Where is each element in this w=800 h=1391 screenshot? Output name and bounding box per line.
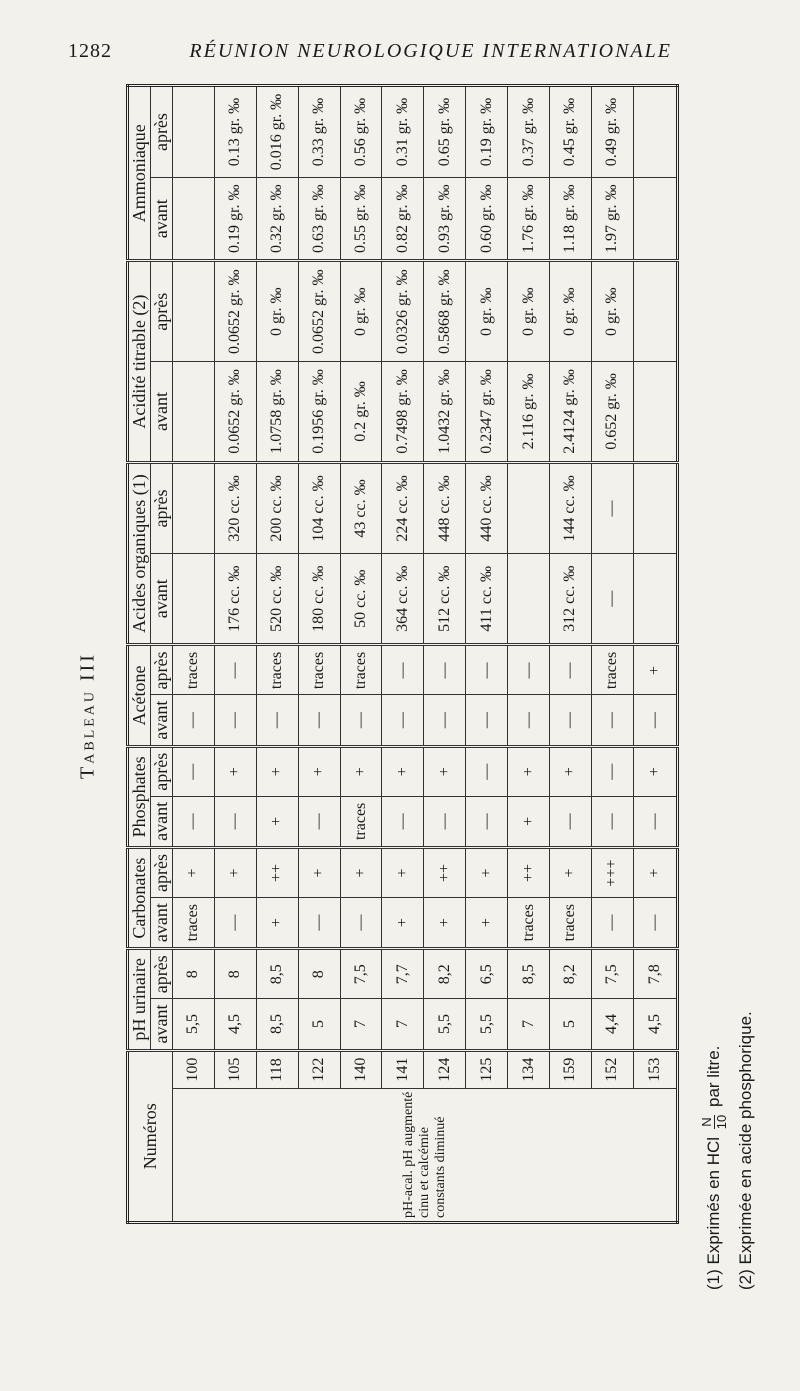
cell-phos-av: — — [298, 796, 340, 847]
sub-acidite-avant: avant — [151, 362, 173, 463]
cell-tit-av: 1.0758 gr. ‰ — [256, 362, 298, 463]
cell-ph-ap: 8 — [298, 949, 340, 999]
cell-tit-ap — [173, 261, 215, 362]
cell-ac-ap: — — [550, 645, 592, 695]
row-number: 134 — [508, 1050, 550, 1088]
group-label-cell — [173, 1088, 678, 1222]
table-body — [173, 86, 678, 1223]
cell-ph-ap: 7,5 — [591, 949, 633, 999]
cell-phos-ap: — — [466, 746, 508, 796]
cell-org-ap: 144 cc. ‰ — [550, 462, 592, 553]
sub-acetone-apres: après — [151, 645, 173, 695]
sub-amm-avant: avant — [151, 178, 173, 261]
cell-org-ap: 200 cc. ‰ — [256, 462, 298, 553]
cell-tit-ap — [633, 261, 677, 362]
row-number: 159 — [550, 1050, 592, 1088]
cell-ph-ap: 7,5 — [340, 949, 382, 999]
sub-acidite-apres: après — [151, 261, 173, 362]
cell-ac-av: — — [173, 695, 215, 746]
cell-org-ap: 448 cc. ‰ — [424, 462, 466, 553]
cell-phos-av: + — [256, 796, 298, 847]
cell-tit-av: 1.0432 gr. ‰ — [424, 362, 466, 463]
cell-org-av: 520 cc. ‰ — [256, 554, 298, 645]
cell-amm-av — [633, 178, 677, 261]
sub-phos-apres: après — [151, 746, 173, 796]
cell-ac-av: — — [256, 695, 298, 746]
cell-phos-av: — — [466, 796, 508, 847]
cell-org-av: 176 cc. ‰ — [214, 554, 256, 645]
row-number: 118 — [256, 1050, 298, 1088]
table-row — [298, 86, 340, 1223]
row-number: 105 — [214, 1050, 256, 1088]
cell-org-ap — [633, 462, 677, 553]
cell-ph-av: 5,5 — [424, 999, 466, 1050]
cell-tit-ap: 0 gr. ‰ — [550, 261, 592, 362]
row-number: 152 — [591, 1050, 633, 1088]
cell-ph-ap: 8 — [214, 949, 256, 999]
fraction-denominator: 10 — [714, 1114, 729, 1130]
table-row — [173, 86, 215, 1223]
cell-org-av: 312 cc. ‰ — [550, 554, 592, 645]
cell-tit-av: 0.652 gr. ‰ — [591, 362, 633, 463]
cell-org-av: 50 cc. ‰ — [340, 554, 382, 645]
cell-phos-av: — — [382, 796, 424, 847]
cell-ac-ap: — — [382, 645, 424, 695]
table-row — [508, 86, 550, 1223]
cell-carb-ap: + — [214, 847, 256, 897]
cell-tit-ap: 0.0326 gr. ‰ — [382, 261, 424, 362]
cell-org-av — [633, 554, 677, 645]
cell-ph-ap: 8 — [173, 949, 215, 999]
table-row — [256, 86, 298, 1223]
cell-ac-ap: + — [633, 645, 677, 695]
cell-phos-ap: + — [298, 746, 340, 796]
cell-ac-av: — — [214, 695, 256, 746]
sub-phos-avant: avant — [151, 796, 173, 847]
cell-amm-av — [173, 178, 215, 261]
cell-tit-ap: 0 gr. ‰ — [340, 261, 382, 362]
cell-carb-av: + — [424, 898, 466, 949]
footnote-1-prefix: (1) Exprimés en HCl — [703, 1136, 723, 1290]
cell-carb-av: — — [298, 898, 340, 949]
cell-carb-ap: ++ — [508, 847, 550, 897]
cell-carb-av: — — [340, 898, 382, 949]
cell-tit-av — [173, 362, 215, 463]
cell-ac-ap: — — [508, 645, 550, 695]
cell-org-ap: 43 cc. ‰ — [340, 462, 382, 553]
cell-carb-ap: + — [298, 847, 340, 897]
cell-ph-av: 7 — [382, 999, 424, 1050]
cell-tit-ap: 0.0652 gr. ‰ — [214, 261, 256, 362]
cell-ph-ap: 6,5 — [466, 949, 508, 999]
footnote-1-suffix: par litre. — [703, 1045, 723, 1108]
cell-phos-ap: + — [214, 746, 256, 796]
group-label-line1: pH-acal. pH augmenté — [400, 1091, 416, 1218]
cell-org-ap: 224 cc. ‰ — [382, 462, 424, 553]
cell-ac-ap: — — [466, 645, 508, 695]
row-number: 100 — [173, 1050, 215, 1088]
cell-ac-ap: traces — [173, 645, 215, 695]
cell-tit-av: 0.0652 gr. ‰ — [214, 362, 256, 463]
cell-ac-av: — — [424, 695, 466, 746]
cell-ph-av: 4,5 — [633, 999, 677, 1050]
cell-carb-ap: + — [340, 847, 382, 897]
cell-carb-av: + — [256, 898, 298, 949]
header-acetone: Acétone — [128, 645, 151, 746]
cell-ac-ap: traces — [298, 645, 340, 695]
cell-carb-av: — — [591, 898, 633, 949]
cell-carb-av: + — [382, 898, 424, 949]
header-ph: pH urinaire — [128, 949, 151, 1050]
cell-org-av: 364 cc. ‰ — [382, 554, 424, 645]
table-row — [424, 86, 466, 1223]
row-number: 124 — [424, 1050, 466, 1088]
cell-tit-ap: 0 gr. ‰ — [508, 261, 550, 362]
rotated-table-container — [126, 84, 679, 1224]
cell-amm-ap: 0.65 gr. ‰ — [424, 86, 466, 178]
cell-ac-ap: traces — [591, 645, 633, 695]
cell-ph-av: 7 — [340, 999, 382, 1050]
cell-org-av: 512 cc. ‰ — [424, 554, 466, 645]
cell-tit-ap: 0 gr. ‰ — [466, 261, 508, 362]
cell-ac-av: — — [591, 695, 633, 746]
cell-tit-av — [633, 362, 677, 463]
sub-ph-avant: avant — [151, 999, 173, 1050]
cell-phos-av: — — [424, 796, 466, 847]
cell-phos-ap: + — [508, 746, 550, 796]
cell-org-ap: 104 cc. ‰ — [298, 462, 340, 553]
cell-org-av: 411 cc. ‰ — [466, 554, 508, 645]
cell-ph-av: 7 — [508, 999, 550, 1050]
cell-amm-ap — [633, 86, 677, 178]
cell-amm-av: 0.55 gr. ‰ — [340, 178, 382, 261]
cell-carb-av: traces — [508, 898, 550, 949]
cell-amm-av: 1.97 gr. ‰ — [591, 178, 633, 261]
cell-amm-av: 0.32 gr. ‰ — [256, 178, 298, 261]
table-row — [550, 86, 592, 1223]
header-acidite-titrable: Acidité titrable (2) — [128, 261, 151, 462]
row-number: 153 — [633, 1050, 677, 1088]
group-label-line3: constants diminué — [432, 1116, 448, 1218]
cell-amm-av: 0.82 gr. ‰ — [382, 178, 424, 261]
cell-carb-ap: + — [466, 847, 508, 897]
cell-carb-av: — — [214, 898, 256, 949]
cell-ac-ap: — — [424, 645, 466, 695]
running-title: RÉUNION NEUROLOGIQUE INTERNATIONALE — [189, 40, 672, 62]
cell-amm-ap: 0.37 gr. ‰ — [508, 86, 550, 178]
cell-phos-av: — — [173, 796, 215, 847]
cell-ac-av: — — [340, 695, 382, 746]
header-carbonates: Carbonates — [128, 847, 151, 948]
group-label-line2: cinu et calcémie — [416, 1127, 432, 1218]
cell-org-av: — — [591, 554, 633, 645]
cell-carb-av: traces — [550, 898, 592, 949]
cell-org-ap: — — [591, 462, 633, 553]
cell-ph-av: 5,5 — [466, 999, 508, 1050]
cell-ph-ap: 8,5 — [256, 949, 298, 999]
cell-phos-ap: + — [256, 746, 298, 796]
cell-ac-av: — — [550, 695, 592, 746]
cell-amm-ap: 0.33 gr. ‰ — [298, 86, 340, 178]
cell-carb-ap: + — [633, 847, 677, 897]
cell-tit-av: 2.116 gr. ‰ — [508, 362, 550, 463]
row-number: 122 — [298, 1050, 340, 1088]
cell-tit-ap: 0 gr. ‰ — [256, 261, 298, 362]
cell-carb-av: + — [466, 898, 508, 949]
cell-amm-ap: 0.49 gr. ‰ — [591, 86, 633, 178]
cell-ph-av: 5 — [298, 999, 340, 1050]
header-row-groups — [128, 86, 151, 1223]
cell-org-ap: 440 cc. ‰ — [466, 462, 508, 553]
cell-amm-ap: 0.45 gr. ‰ — [550, 86, 592, 178]
row-number: 125 — [466, 1050, 508, 1088]
data-table — [126, 84, 679, 1224]
cell-carb-ap: + — [173, 847, 215, 897]
footnote-1 — [700, 1046, 729, 1290]
header-ammoniaque: Ammoniaque — [128, 86, 151, 261]
table-row — [591, 86, 633, 1223]
table-row — [382, 86, 424, 1223]
cell-ph-ap: 7,8 — [633, 949, 677, 999]
cell-ph-ap: 8,5 — [508, 949, 550, 999]
cell-carb-ap: + — [382, 847, 424, 897]
table-title: Tableau III — [76, 652, 99, 779]
sub-amm-apres: après — [151, 86, 173, 178]
cell-ph-ap: 8,2 — [550, 949, 592, 999]
table-row — [214, 86, 256, 1223]
cell-phos-av: — — [591, 796, 633, 847]
cell-ac-av: — — [633, 695, 677, 746]
cell-ac-av: — — [466, 695, 508, 746]
header-acides-organiques: Acides organiques (1) — [128, 462, 151, 645]
cell-amm-ap: 0.31 gr. ‰ — [382, 86, 424, 178]
sub-acides-apres: après — [151, 462, 173, 553]
cell-phos-ap: + — [340, 746, 382, 796]
cell-ac-ap: traces — [340, 645, 382, 695]
cell-carb-ap: ++ — [256, 847, 298, 897]
running-header — [0, 40, 800, 70]
table-row — [340, 86, 382, 1223]
cell-carb-ap: +++ — [591, 847, 633, 897]
cell-tit-ap: 0.0652 gr. ‰ — [298, 261, 340, 362]
cell-org-av — [508, 554, 550, 645]
cell-amm-av: 0.19 gr. ‰ — [214, 178, 256, 261]
cell-tit-ap: 0 gr. ‰ — [591, 261, 633, 362]
cell-phos-ap: + — [633, 746, 677, 796]
sub-acides-avant: avant — [151, 554, 173, 645]
cell-amm-ap — [173, 86, 215, 178]
cell-ph-av: 4,5 — [214, 999, 256, 1050]
cell-phos-av: — — [214, 796, 256, 847]
cell-org-ap — [173, 462, 215, 553]
table-row — [633, 86, 677, 1223]
cell-carb-av: traces — [173, 898, 215, 949]
cell-tit-av: 0.1956 gr. ‰ — [298, 362, 340, 463]
cell-phos-av: — — [550, 796, 592, 847]
cell-phos-ap: — — [591, 746, 633, 796]
cell-amm-av: 1.76 gr. ‰ — [508, 178, 550, 261]
cell-tit-ap: 0.5868 gr. ‰ — [424, 261, 466, 362]
cell-amm-ap: 0.19 gr. ‰ — [466, 86, 508, 178]
cell-phos-ap: — — [173, 746, 215, 796]
cell-ac-av: — — [298, 695, 340, 746]
footnote-2: (2) Exprimée en acide phosphorique. — [736, 1011, 755, 1290]
cell-org-av: 180 cc. ‰ — [298, 554, 340, 645]
cell-amm-ap: 0.56 gr. ‰ — [340, 86, 382, 178]
cell-ph-av: 5,5 — [173, 999, 215, 1050]
cell-ac-ap: traces — [256, 645, 298, 695]
fraction-numerator: N — [699, 1117, 714, 1127]
cell-phos-ap: + — [382, 746, 424, 796]
cell-phos-av: traces — [340, 796, 382, 847]
fraction-n-10 — [700, 1115, 729, 1129]
cell-ph-av: 8,5 — [256, 999, 298, 1050]
cell-amm-ap: 0.13 gr. ‰ — [214, 86, 256, 178]
cell-ph-av: 5 — [550, 999, 592, 1050]
cell-amm-av: 0.93 gr. ‰ — [424, 178, 466, 261]
table-row — [466, 86, 508, 1223]
cell-ac-av: — — [508, 695, 550, 746]
cell-org-av — [173, 554, 215, 645]
cell-phos-ap: + — [424, 746, 466, 796]
cell-phos-av: + — [508, 796, 550, 847]
cell-ph-av: 4,4 — [591, 999, 633, 1050]
cell-ac-av: — — [382, 695, 424, 746]
cell-amm-ap: 0.016 gr. ‰ — [256, 86, 298, 178]
sub-carb-apres: après — [151, 847, 173, 897]
cell-carb-ap: ++ — [424, 847, 466, 897]
cell-carb-av: — — [633, 898, 677, 949]
cell-phos-av: — — [633, 796, 677, 847]
cell-carb-ap: + — [550, 847, 592, 897]
cell-phos-ap: + — [550, 746, 592, 796]
page-number: 1282 — [68, 40, 112, 62]
sub-acetone-avant: avant — [151, 695, 173, 746]
cell-amm-av: 0.63 gr. ‰ — [298, 178, 340, 261]
sub-carb-avant: avant — [151, 898, 173, 949]
cell-tit-av: 2.4124 gr. ‰ — [550, 362, 592, 463]
cell-amm-av: 0.60 gr. ‰ — [466, 178, 508, 261]
cell-org-ap — [508, 462, 550, 553]
cell-ph-ap: 8,2 — [424, 949, 466, 999]
cell-tit-av: 0.2 gr. ‰ — [340, 362, 382, 463]
header-phosphates: Phosphates — [128, 746, 151, 847]
cell-org-ap: 320 cc. ‰ — [214, 462, 256, 553]
row-number: 140 — [340, 1050, 382, 1088]
cell-ac-ap: — — [214, 645, 256, 695]
cell-amm-av: 1.18 gr. ‰ — [550, 178, 592, 261]
cell-tit-av: 0.7498 gr. ‰ — [382, 362, 424, 463]
cell-ph-ap: 7,7 — [382, 949, 424, 999]
row-number: 141 — [382, 1050, 424, 1088]
header-numeros: Numéros — [128, 1050, 173, 1222]
sub-ph-apres: après — [151, 949, 173, 999]
cell-tit-av: 0.2347 gr. ‰ — [466, 362, 508, 463]
